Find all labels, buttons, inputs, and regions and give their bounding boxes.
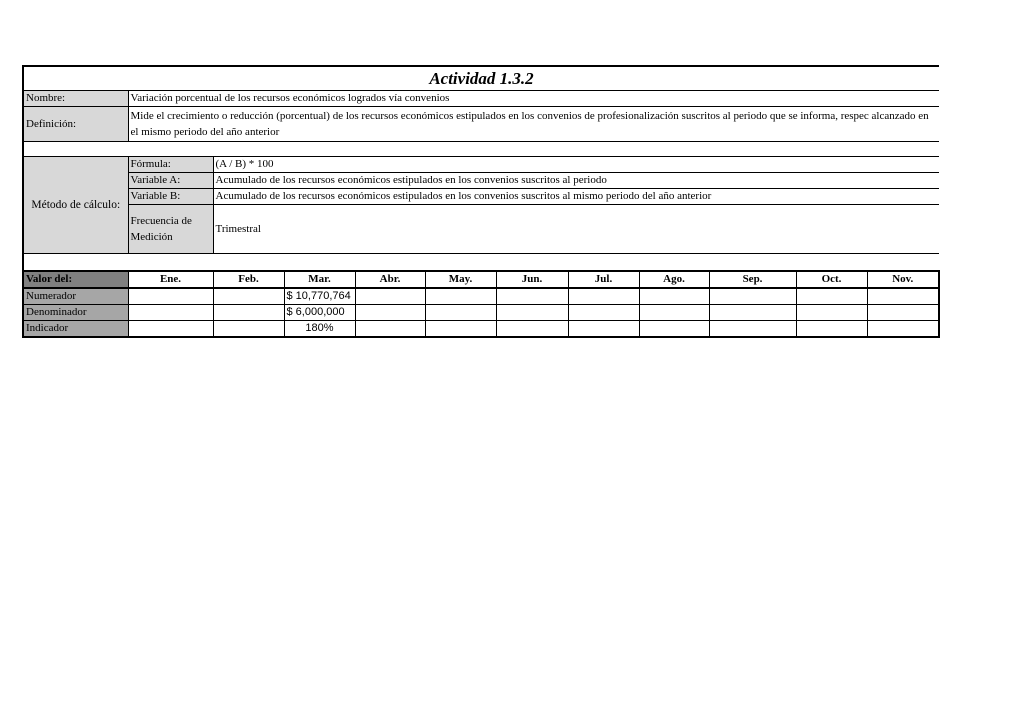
month-header: Ago.	[639, 271, 709, 288]
indicator-sheet	[22, 65, 938, 338]
var-b-value: Acumulado de los recursos económicos estipulados en los convenios suscritos al mismo periodo del año anterior	[213, 189, 939, 205]
var-b-label: Variable B:	[128, 189, 213, 205]
value-cell	[128, 321, 213, 338]
month-header: Jul.	[568, 271, 639, 288]
value-cell	[568, 321, 639, 338]
month-header: Ene.	[128, 271, 213, 288]
value-cell	[496, 321, 568, 338]
value-cell	[709, 288, 796, 305]
monthly-values-table	[22, 270, 940, 338]
month-header-row	[23, 271, 939, 288]
value-cell	[128, 305, 213, 321]
value-cell	[709, 305, 796, 321]
indicator-info-table	[22, 65, 939, 270]
month-header: Feb.	[213, 271, 284, 288]
value-cell: $ 6,000,000	[284, 305, 355, 321]
definicion-value: Mide el crecimiento o reducción (porcentual) de los recursos económicos estipulados en los convenios de profesionalización suscritos al periodo que se informa, respec alcanzado en el mismo periodo del año anterior	[128, 107, 939, 142]
value-cell	[355, 288, 425, 305]
value-cell	[867, 288, 939, 305]
row-label: Indicador	[23, 321, 128, 338]
value-cell	[796, 305, 867, 321]
var-a-value: Acumulado de los recursos económicos estipulados en los convenios suscritos al periodo	[213, 173, 939, 189]
value-cell	[128, 288, 213, 305]
month-header: Oct.	[796, 271, 867, 288]
value-cell: $ 10,770,764	[284, 288, 355, 305]
var-a-label: Variable A:	[128, 173, 213, 189]
row-label: Denominador	[23, 305, 128, 321]
nombre-label: Nombre:	[23, 91, 128, 107]
table-row	[23, 305, 939, 321]
value-cell	[796, 288, 867, 305]
definicion-label: Definición:	[23, 107, 128, 142]
month-header: Sep.	[709, 271, 796, 288]
formula-label: Fórmula:	[128, 157, 213, 173]
nombre-value: Variación porcentual de los recursos económicos logrados vía convenios	[128, 91, 939, 107]
frecuencia-label: Frecuencia de Medición	[128, 205, 213, 254]
table-row	[23, 288, 939, 305]
month-header: Jun.	[496, 271, 568, 288]
frecuencia-value: Trimestral	[213, 205, 939, 254]
row-label: Numerador	[23, 288, 128, 305]
valor-del-header: Valor del:	[23, 271, 128, 288]
value-cell	[496, 288, 568, 305]
value-cell	[425, 321, 496, 338]
value-cell	[568, 305, 639, 321]
value-cell	[568, 288, 639, 305]
value-cell	[867, 321, 939, 338]
value-cell	[213, 321, 284, 338]
month-header: Abr.	[355, 271, 425, 288]
value-cell	[639, 288, 709, 305]
value-cell	[355, 305, 425, 321]
value-cell: 180%	[284, 321, 355, 338]
value-cell	[709, 321, 796, 338]
value-cell	[425, 305, 496, 321]
value-cell	[867, 305, 939, 321]
month-header: Nov.	[867, 271, 939, 288]
table-row	[23, 321, 939, 338]
month-header: Mar.	[284, 271, 355, 288]
value-cell	[796, 321, 867, 338]
value-cell	[213, 288, 284, 305]
value-cell	[496, 305, 568, 321]
value-cell	[213, 305, 284, 321]
page-title: Actividad 1.3.2	[23, 66, 939, 91]
metodo-label: Método de cálculo:	[23, 157, 128, 254]
value-cell	[639, 305, 709, 321]
value-cell	[355, 321, 425, 338]
value-cell	[639, 321, 709, 338]
value-cell	[425, 288, 496, 305]
formula-value: (A / B) * 100	[213, 157, 939, 173]
month-header: May.	[425, 271, 496, 288]
